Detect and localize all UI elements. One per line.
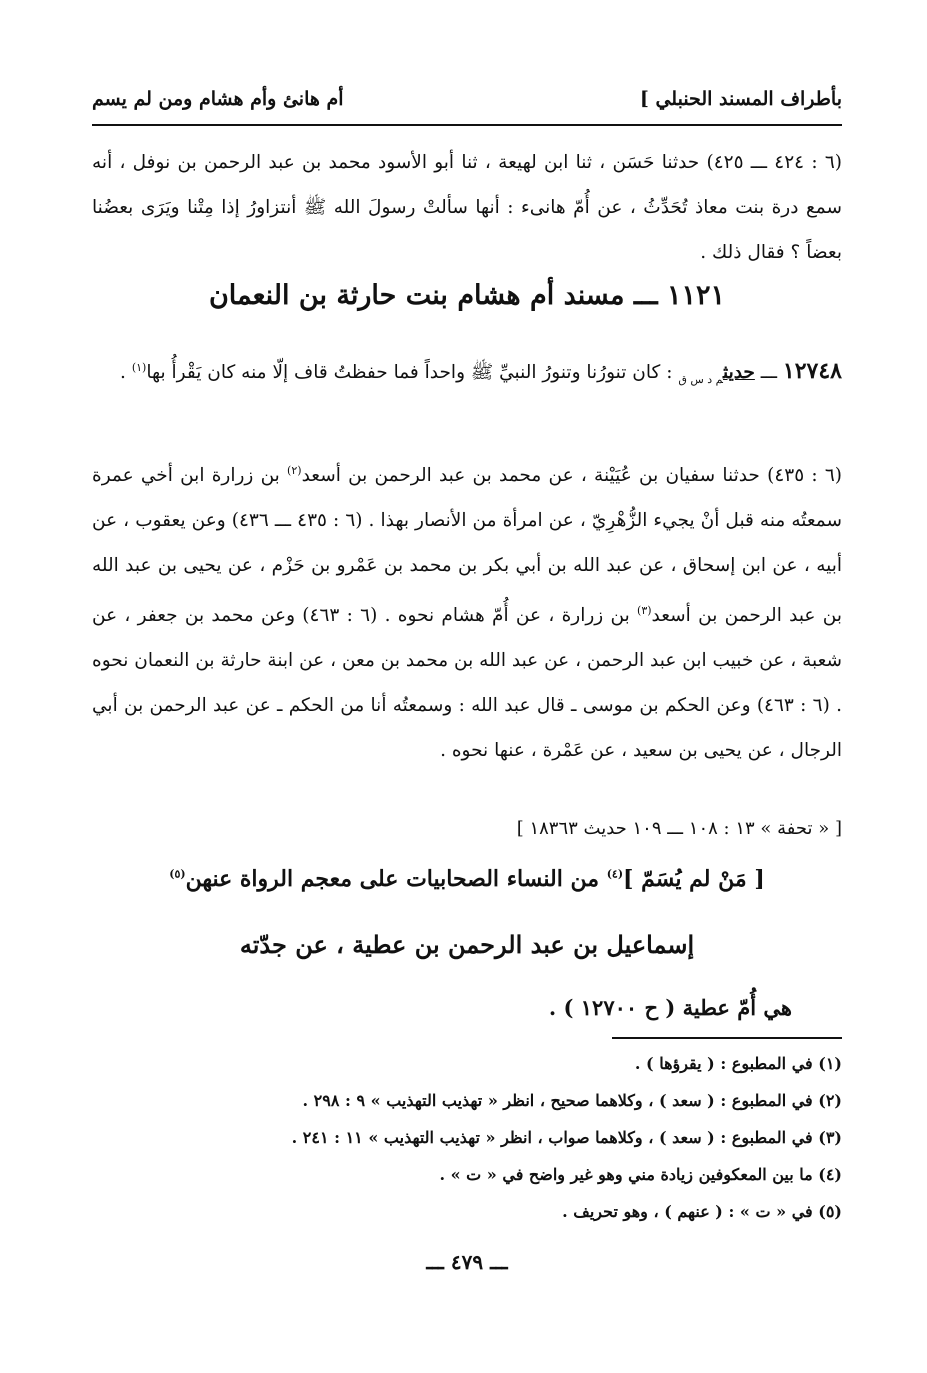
umm-atiyya-line: هي أُمّ عطية ( ح ١٢٧٠٠ ) . [548,995,792,1020]
footnote-rule [612,1037,842,1039]
hadith-dash: ـــ [754,362,783,384]
opening-paragraph [92,140,842,275]
footnote-ref-1: (١) [131,361,147,374]
running-header [92,88,842,122]
footnote-5: (٥) في « ت » : ( عنهم ) ، وهو تحريف . [562,1202,842,1221]
header-rule [92,124,842,126]
tuhfa-reference: [ « تحفة » ١٣ : ١٠٨ ـــ ١٠٩ حديث ١٨٣٦٣ ] [516,818,842,839]
footnote-3: (٣) في المطبوع : ( سعد ) ، وكلاهما صواب ، انظر « تهذيب التهذيب » ١١ : ٢٤١ . [291,1128,842,1147]
footnote-ref-5: (٥) [169,867,186,881]
isnad-part-b: بن زرارة ابن أخي عمرة سمعتُه منه قبل أنْ يجيء الزُّهْرِيّ ، عن امرأة من الأنصار بهذا . (٦ : ٤٣٥ ـــ ٤٣٦) وعن يعقوب ، عن أبيه ، عن ابن إسحاق ، عن عبد الله بن أبي بكر بن محمد بن عَمْرو بن حَزْم ، عن يحيى بن عبد الله بن عبد الرحمن بن أسعد [92,465,843,627]
para-hani: (٦ : ٤٢٤ ـــ ٤٢٥) حدثنا حَسَن ، ثنا ابن لهيعة ، ثنا أبو الأسود محمد بن عبد الرحمن بن نوفل ، أنه سمع درة بنت معاذ تُحَدِّثُ ، عن أُمّ هانىء : أنها سألتْ رسولَ الله ﷺ أنتزاورُ إذا مِتْنا ويَرَى بعضُنا بعضاً ؟ فقال ذلك . [92,152,842,263]
isnad-paragraph [92,448,842,773]
page-number: ـــ ٤٧٩ ـــ [426,1250,508,1274]
hadith-keyword: حديث [722,362,755,384]
isnad-part-c: بن زرارة ، عن أُمّ هشام نحوه . (٦ : ٤٦٣) وعن محمد بن جعفر ، عن شعبة ، عن خبيب ابن عبد الرحمن ، عن عبد الله بن محمد بن معن ، عن ابنة حارثة بن النعمان نحوه . (٦ : ٤٦٣) وعن الحكم بن موسى ـ قال عبد الله : وسمعتُه أنا من الحكم ـ عن عبد الرحمن بن أبي الرجال ، عن يحيى بن سعيد ، عن عَمْرة ، عنها نحوه . [92,605,842,762]
header-chapter-title: أم هانئ وأم هشام ومن لم يسم [92,88,344,110]
footnote-1: (١) في المطبوع : ( يقرؤها ) . [634,1054,842,1073]
hadith-entry [92,345,842,402]
unnamed-women-heading [92,866,842,892]
section-title: ١١٢١ ـــ مسند أم هشام بنت حارثة بن النعمان [208,280,726,311]
hadith-text: : كان تنورُنا وتنورُ النبيِّ ﷺ واحداً فما حفظتُ قاف إلّا منه كان يَقْرأُ بها [146,362,679,384]
footnote-4: (٤) ما بين المعكوفين زيادة مني وهو غير واضح في « ت » . [439,1165,842,1184]
footnote-ref-2: (٢) [287,464,302,477]
unnamed-heading-a: [ مَنْ لم يُسَمّ ] [623,866,765,892]
hadith-number: ١٢٧٤٨ [782,358,842,385]
hadith-paragraph [92,345,842,402]
isnad-chain [92,448,842,773]
unnamed-heading-b: من النساء الصحابيات على معجم الرواة عنهن [185,866,607,892]
page [92,0,842,1373]
isnad-part-a: (٦ : ٤٣٥) حدثنا سفيان بن عُيَيْنة ، عن محمد بن عبد الرحمن بن أسعد [301,465,842,487]
footnote-ref-3: (٣) [637,604,652,618]
footnote-2: (٢) في المطبوع : ( سعد ) ، وكلاهما صحيح ، انظر « تهذيب التهذيب » ٩ : ٢٩٨ . [302,1091,842,1110]
hadith-text-end: . [120,362,132,384]
footnotes [92,1045,842,1230]
footnote-ref-4: (٤) [606,867,624,881]
narrator-heading: إسماعيل بن عبد الرحمن بن عطية ، عن جدّته [239,930,695,959]
header-book-title: بأطراف المسند الحنبلي ] [639,88,842,110]
hadith-sigla: م د س ق [678,372,723,386]
